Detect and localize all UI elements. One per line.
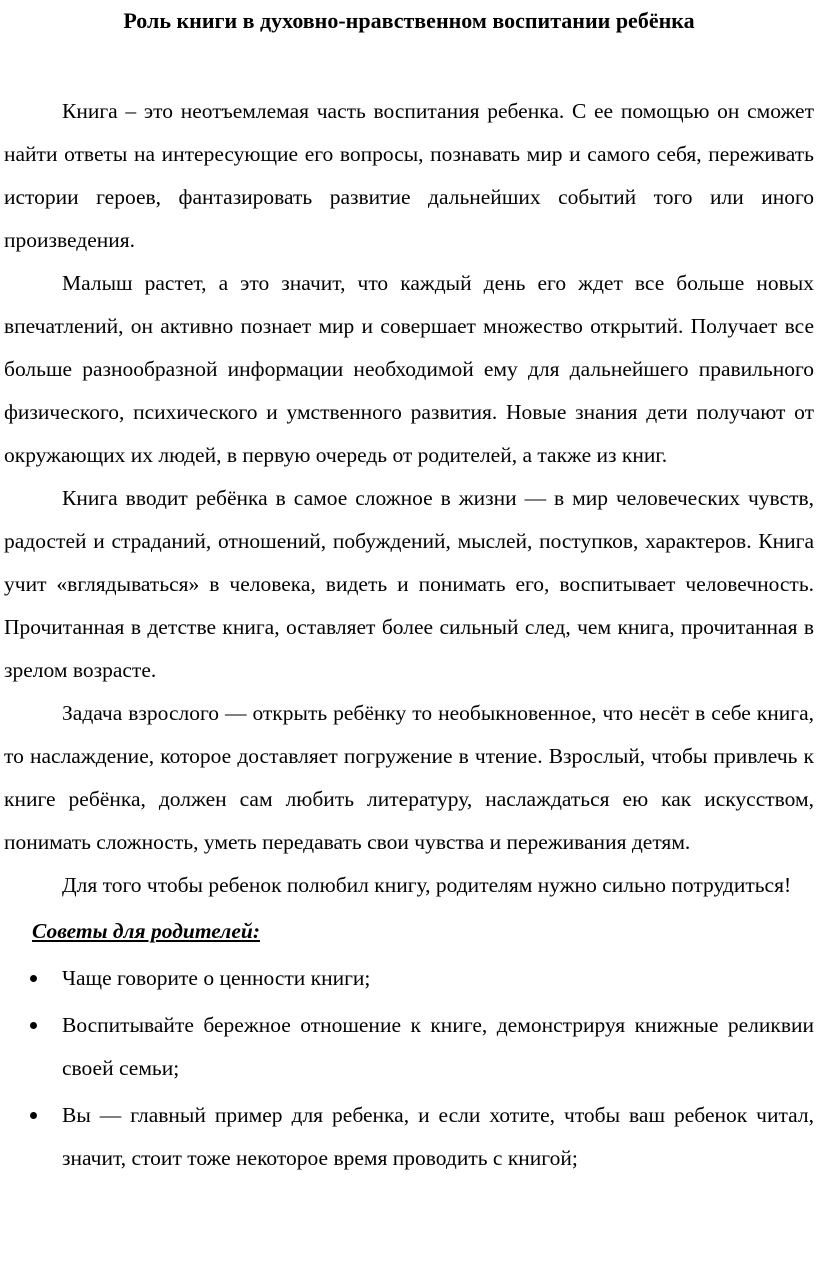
- document-title: Роль книги в духовно-нравственном воспитании ребёнка: [123, 8, 695, 33]
- paragraph-2: Малыш растет, а это значит, что каждый день его ждет все больше новых впечатлений, он активно познает мир и совершает множество открытий. Получает все больше разнообразной информации необходимой ему для дальнейшего правильного физического, психического и умственного развития. Новые знания дети получают от окружающих их людей, в первую очередь от родителей, а также из книг.: [4, 271, 814, 467]
- tips-list: [4, 957, 814, 1180]
- tip-text: Чаще говорите о ценности книги;: [62, 966, 371, 990]
- document-page: [4, 0, 814, 1184]
- bullet-icon: [30, 1112, 37, 1119]
- paragraph-3: Книга вводит ребёнка в самое сложное в жизни — в мир человеческих чувств, радостей и страданий, отношений, побуждений, мыслей, поступков, характеров. Книга учит «вглядываться» в человека, видеть и понимать его, воспитывает человечность. Прочитанная в детстве книга, оставляет более сильный след, чем книга, прочитанная в зрелом возрасте.: [4, 486, 814, 682]
- advice-heading: Советы для родителей:: [32, 919, 260, 943]
- paragraph-1: Книга – это неотъемлемая часть воспитания ребенка. С ее помощью он сможет найти ответы на интересующие его вопросы, познавать мир и самого себя, переживать истории героев, фантазировать развитие дальнейших событий того или иного произведения.: [4, 99, 814, 252]
- paragraph-4: Задача взрослого — открыть ребёнку то необыкновенное, что несёт в себе книга, то наслаждение, которое доставляет погружение в чтение. Взрослый, чтобы привлечь к книге ребёнка, должен сам любить литературу, наслаждаться ею как искусством, понимать сложность, уметь передавать свои чувства и переживания детям.: [4, 701, 814, 854]
- bullet-icon: [30, 1022, 37, 1029]
- tip-item: [4, 957, 814, 1000]
- tip-item: [4, 1094, 814, 1180]
- tip-text: Воспитывайте бережное отношение к книге, демонстрируя книжные реликвии своей семьи;: [62, 1013, 814, 1080]
- tip-item: [4, 1004, 814, 1090]
- document-body: [4, 90, 814, 907]
- tip-text: Вы — главный пример для ребенка, и если хотите, чтобы ваш ребенок читал, значит, стоит тоже некоторое время проводить с книгой;: [62, 1103, 814, 1170]
- bullet-icon: [30, 975, 37, 982]
- paragraph-5: Для того чтобы ребенок полюбил книгу, родителям нужно сильно потрудиться!: [62, 873, 792, 897]
